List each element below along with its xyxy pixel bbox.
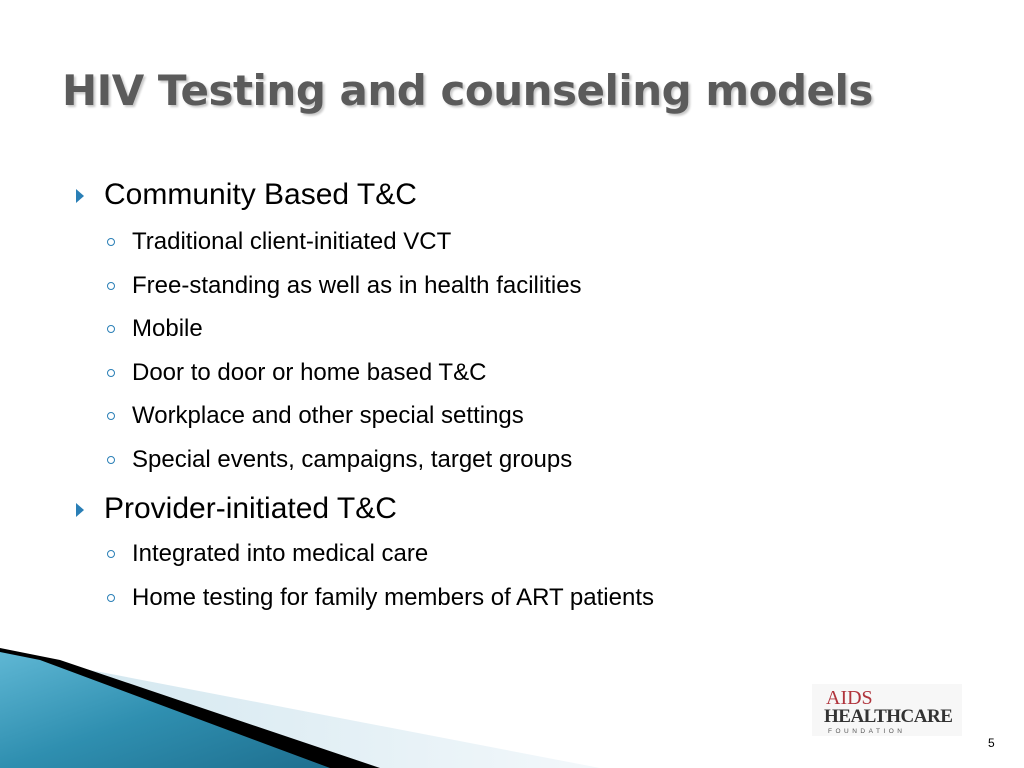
bullet-level1-text: Community Based T&C (104, 178, 417, 211)
aids-healthcare-foundation-logo (812, 684, 962, 736)
bullet-level1-text: Provider-initiated T&C (104, 492, 397, 525)
logo-line1: AIDS (826, 687, 873, 709)
bullet-level2-text: Mobile (132, 315, 203, 342)
bullet-level2-text: Free-standing as well as in health facilities (132, 271, 582, 299)
logo-line3: FOUNDATION (828, 728, 906, 735)
page-number: 5 (988, 736, 995, 750)
logo-line2: HEALTHCARE (824, 706, 953, 727)
slide-title: HIV Testing and counseling models (62, 66, 873, 115)
bullet-level2-text: Integrated into medical care (132, 540, 429, 567)
bullet-level2-text: Home testing for family members of ART patients (132, 583, 654, 611)
bullet-level2-text: Traditional client-initiated VCT (132, 228, 452, 255)
bullet-level2-text: Door to door or home based T&C (132, 358, 487, 386)
bullet-level2-text: Special events, campaigns, target groups (132, 445, 573, 473)
bullet-level2-text: Workplace and other special settings (132, 402, 524, 429)
